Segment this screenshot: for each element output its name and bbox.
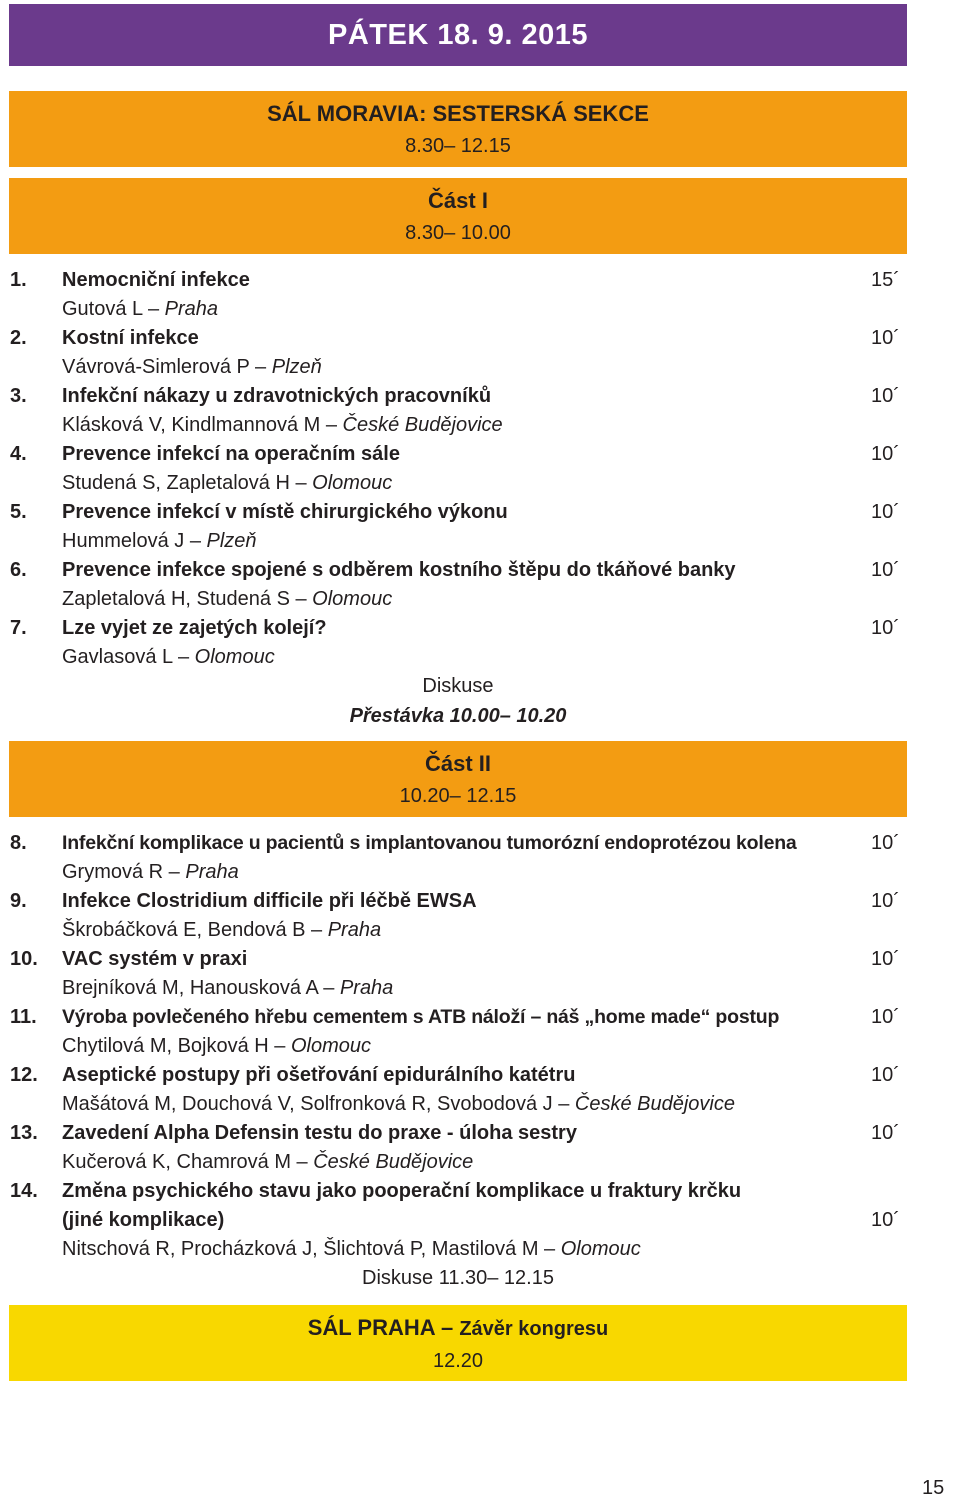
item-authors — [62, 974, 393, 1002]
part1-title: Část I — [428, 188, 488, 213]
item-number: 10. — [10, 948, 38, 970]
authors-city: Praha — [185, 861, 239, 883]
authors-city: České Budějovice — [574, 1093, 735, 1115]
item-authors — [62, 1032, 371, 1060]
item-authors — [62, 643, 275, 671]
item-authors — [62, 469, 392, 497]
item-title: Výroba povlečeného hřebu cementem s ATB náloží – náš „home made“ postup — [62, 1006, 780, 1028]
authors-city: Olomouc — [290, 1035, 372, 1057]
part1-time: 8.30– 10.00 — [405, 222, 511, 244]
section-time: 8.30– 12.15 — [405, 135, 511, 157]
authors-text: Hummelová J – — [62, 530, 201, 552]
authors-city: Olomouc — [312, 588, 393, 610]
part2-discussion: Diskuse 11.30– 12.15 — [362, 1267, 554, 1289]
authors-text: Gavlasová L – — [62, 646, 190, 668]
item-number: 2. — [10, 327, 27, 349]
item-number: 13. — [10, 1122, 38, 1144]
authors-text: Zapletalová H, Studená S – — [62, 588, 307, 610]
authors-text: Škrobáčková E, Bendová B – — [62, 919, 323, 941]
section-title: SÁL MORAVIA: SESTERSKÁ SEKCE — [267, 101, 649, 126]
authors-text: Studená S, Zapletalová H – — [62, 472, 307, 494]
item-duration: 10´ — [871, 890, 900, 912]
closing-title: Závěr kongresu — [459, 1318, 609, 1340]
authors-text: Klásková V, Kindlmannová M – — [62, 414, 337, 436]
item-authors — [62, 353, 322, 381]
item-number: 9. — [10, 890, 27, 912]
authors-text: Grymová R – — [62, 861, 180, 883]
authors-city: Olomouc — [194, 646, 275, 668]
closing-hall: SÁL PRAHA – — [307, 1315, 454, 1340]
authors-text: Mašátová M, Douchová V, Solfronková R, Svobodová J – — [62, 1093, 570, 1115]
item-duration: 10´ — [871, 501, 900, 523]
item-authors — [62, 527, 257, 555]
item-number: 6. — [10, 559, 27, 581]
item-duration: 10´ — [871, 1122, 900, 1144]
authors-city: Praha — [164, 298, 219, 320]
item-title: Infekce Clostridium difficile při léčbě EWSA — [62, 890, 477, 912]
item-number: 5. — [10, 501, 27, 523]
item-authors — [62, 858, 239, 886]
part1-header — [9, 178, 907, 254]
item-title: Nemocniční infekce — [62, 269, 250, 291]
item-number: 1. — [10, 269, 27, 291]
item-number: 3. — [10, 385, 27, 407]
authors-text: Gutová L – — [62, 298, 160, 320]
item-duration: 10´ — [871, 617, 900, 639]
break-time: Přestávka 10.00– 10.20 — [349, 705, 567, 727]
item-duration: 10´ — [871, 1064, 900, 1086]
item-title: Kostní infekce — [62, 327, 199, 349]
authors-city: Olomouc — [560, 1238, 641, 1260]
item-duration: 10´ — [871, 385, 900, 407]
item-title: Prevence infekce spojené s odběrem kostního štěpu do tkáňové banky — [62, 559, 736, 581]
authors-city: Plzeň — [206, 530, 257, 552]
item-title: Prevence infekcí na operačním sále — [62, 443, 400, 465]
closing-title-line — [9, 1314, 907, 1343]
part2-title: Část II — [424, 751, 492, 776]
authors-city: Plzeň — [271, 356, 322, 378]
day-title: PÁTEK 18. 9. 2015 — [328, 19, 588, 51]
item-title: Změna psychického stavu jako pooperační komplikace u fraktury krčku — [62, 1180, 742, 1202]
closing-header — [9, 1305, 907, 1381]
authors-text: Brejníková M, Hanousková A – — [62, 977, 335, 999]
part1-discussion: Diskuse — [422, 675, 494, 697]
authors-city: Praha — [327, 919, 382, 941]
item-title: VAC systém v praxi — [62, 948, 248, 970]
authors-text: Kučerová K, Chamrová M – — [62, 1151, 308, 1173]
part2-time: 10.20– 12.15 — [399, 785, 517, 807]
item-number: 8. — [10, 832, 27, 854]
item-duration: 10´ — [871, 1209, 900, 1231]
closing-time: 12.20 — [432, 1350, 484, 1372]
item-title: Prevence infekcí v místě chirurgického výkonu — [62, 501, 508, 523]
section-header — [9, 91, 907, 167]
item-duration: 15´ — [871, 269, 900, 291]
item-authors — [62, 411, 503, 439]
item-title: Lze vyjet ze zajetých kolejí? — [62, 617, 327, 639]
authors-city: České Budějovice — [313, 1151, 474, 1173]
item-duration: 10´ — [871, 948, 900, 970]
authors-text: Nitschová R, Procházková J, Šlichtová P, Mastilová M – — [62, 1238, 556, 1260]
authors-city: Olomouc — [312, 472, 393, 494]
item-authors — [62, 1148, 473, 1176]
item-duration: 10´ — [871, 832, 900, 854]
item-title: Infekční nákazy u zdravotnických pracovníků — [62, 385, 492, 407]
item-number: 14. — [10, 1180, 38, 1202]
item-duration: 10´ — [871, 1006, 900, 1028]
item-title: Zavedení Alpha Defensin testu do praxe - úloha sestry — [62, 1122, 577, 1144]
item-title-line2: (jiné komplikace) — [62, 1209, 225, 1231]
day-header — [9, 4, 907, 66]
authors-city: Praha — [339, 977, 394, 999]
item-authors — [62, 916, 381, 944]
item-authors — [62, 1235, 641, 1263]
authors-text: Chytilová M, Bojková H – — [62, 1035, 286, 1057]
item-authors — [62, 585, 392, 613]
item-number: 12. — [10, 1064, 38, 1086]
part2-header — [9, 741, 907, 817]
item-number: 11. — [10, 1006, 37, 1028]
authors-city: České Budějovice — [342, 414, 503, 436]
item-title: Infekční komplikace u pacientů s implantovanou tumorózní endoprotézou kolena — [62, 832, 797, 854]
item-authors — [62, 295, 218, 323]
item-title: Aseptické postupy při ošetřování epidurálního katétru — [62, 1064, 576, 1086]
item-number: 4. — [10, 443, 27, 465]
item-authors — [62, 1090, 735, 1118]
item-number: 7. — [10, 617, 27, 639]
item-duration: 10´ — [871, 443, 900, 465]
page-number: 15 — [922, 1477, 945, 1499]
item-duration: 10´ — [871, 559, 900, 581]
item-duration: 10´ — [871, 327, 900, 349]
authors-text: Vávrová-Simlerová P – — [62, 356, 267, 378]
